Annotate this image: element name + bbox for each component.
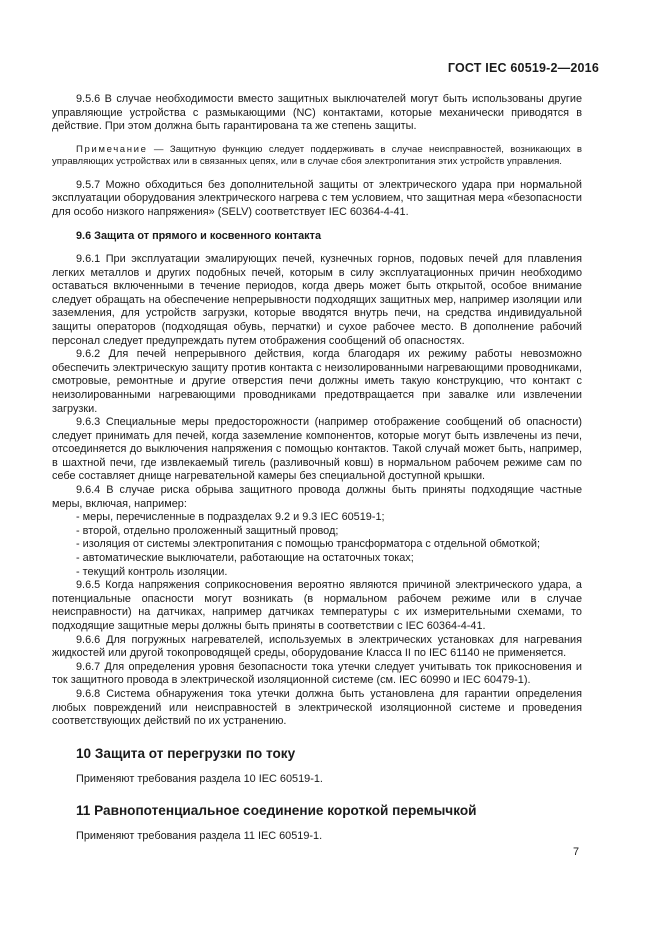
- note-label: Примечание: [76, 143, 148, 155]
- section-10-text: Применяют требования раздела 10 IEC 60519-1.: [76, 772, 323, 785]
- list-item: - второй, отдельно проложенный защитный провод;: [76, 524, 339, 537]
- list-item: - текущий контроль изоляции.: [76, 565, 228, 578]
- paragraph-9-6-6: 9.6.6 Для погружных нагревателей, используемых в электрических установках для нагревания жидкостей или другой токопроводящей среды, оборудование Класса II по IEC 61140 не применяется.: [52, 633, 582, 660]
- section-11-title: 11 Равнопотенциальное соединение короткой перемычкой: [76, 803, 477, 819]
- paragraph-9-5-6: 9.5.6 В случае необходимости вместо защитных выключателей могут быть использованы другие управляющие устройства с размыкающими (NC) контактами, которые механически приводятся в действие. При этом должна быть гарантирована та же степень защиты.: [52, 93, 582, 133]
- note-dash: —: [153, 143, 164, 155]
- note-block: [52, 144, 582, 169]
- list-item: - автоматические выключатели, работающие на остаточных токах;: [76, 552, 414, 565]
- note-text: Защитную функцию следует поддерживать в случае неисправностей, возникающих в управляющих устройствах или в связанных цепях, или в случае сбоя электропитания этих устройств управления.: [52, 143, 582, 168]
- paragraph-9-6-7: 9.6.7 Для определения уровня безопасности тока утечки следует учитывать ток прикосновения и ток защитного провода в электрической изоляционной системе (см. IEC 60990 и IEC 60479-1).: [52, 660, 582, 687]
- list-item: - изоляция от системы электропитания с помощью трансформатора с отдельной обмоткой;: [76, 538, 541, 551]
- page-content: [52, 93, 582, 844]
- paragraph-9-6-8: 9.6.8 Система обнаружения тока утечки должна быть установлена для гарантии определения любых повреждений или неисправностей в электрической изоляционной системе и проведения соответствующих действий по их устранению.: [52, 687, 582, 728]
- paragraph-9-6-4: 9.6.4 В случае риска обрыва защитного провода должны быть приняты подходящие частные меры, включая, например:: [52, 484, 582, 510]
- document-code-header: ГОСТ IEC 60519-2—2016: [447, 61, 599, 75]
- section-10-title: 10 Защита от перегрузки по току: [76, 745, 296, 761]
- section-11-text: Применяют требования раздела 11 IEC 60519-1.: [76, 830, 323, 843]
- paragraph-9-6-1: 9.6.1 При эксплуатации эмалирующих печей, кузнечных горнов, подовых печей для плавления легких металлов и других подобных печей, которым в силу эксплуатационных причин необходимо оставаться включенными в течение периодов, когда дверь может быть открытой, особое внимание следует обращать на обеспечение непрерывности подходящих защитных мер, например изоляции или заземления, для устройств загрузки, которые вводятся внутрь печи, на средства индивидуальной защиты операторов (подходящая обувь, перчатки) и сухое рабочее место. В дополнение рабочий персонал следует предупреждать путем отображения сообщений об опасностях.: [52, 252, 582, 347]
- heading-9-6: 9.6 Защита от прямого и косвенного контакта: [76, 230, 322, 243]
- paragraph-9-6-5: 9.6.5 Когда напряжения соприкосновения вероятно являются причиной электрического удара, а потенциальные опасности могут возникать (в нормальном рабочем режиме или в случае неисправности) на датчиках, например датчиках температуры с их измерительными схемами, то подходящие защитные меры должны быть приняты в соответствии с IEC 60364-4-41.: [52, 579, 582, 632]
- paragraph-9-6-3: 9.6.3 Специальные меры предосторожности (например отображение сообщений об опасности) следует принимать для печей, когда заземление компонентов, которые могут быть извлечены из печи, отсоединяется до выключения напряжения с помощью контактов. Такой случай может быть, например, в шахтной печи, где извлекаемый тигель (разливочный ковш) в нормальном рабочем режиме сам по себе составляет днище нагревательной камеры без специальной доступной крышки.: [52, 416, 582, 483]
- page-number: 7: [572, 846, 579, 858]
- list-item: - меры, перечисленные в подразделах 9.2 и 9.3 IEC 60519-1;: [76, 511, 385, 524]
- paragraph-9-6-2: 9.6.2 Для печей непрерывного действия, когда благодаря их режиму работы невозможно обеспечить электрическую защиту против контакта с неизолированными нагревающими проводниками, смотровые, ремонтные и другие отверстия печи должны иметь такую конструкцию, что контакт с неизолированными нагревающими проводниками предотвращается при завалке или извлечении загрузки.: [52, 348, 582, 415]
- paragraph-9-5-7: 9.5.7 Можно обходиться без дополнительной защиты от электрического удара при нормальной эксплуатации оборудования электрического нагрева с тем условием, что защитная мера «безопасности для особо низкого напряжения» (SELV) соответствует IEC 60364-4-41.: [52, 178, 582, 218]
